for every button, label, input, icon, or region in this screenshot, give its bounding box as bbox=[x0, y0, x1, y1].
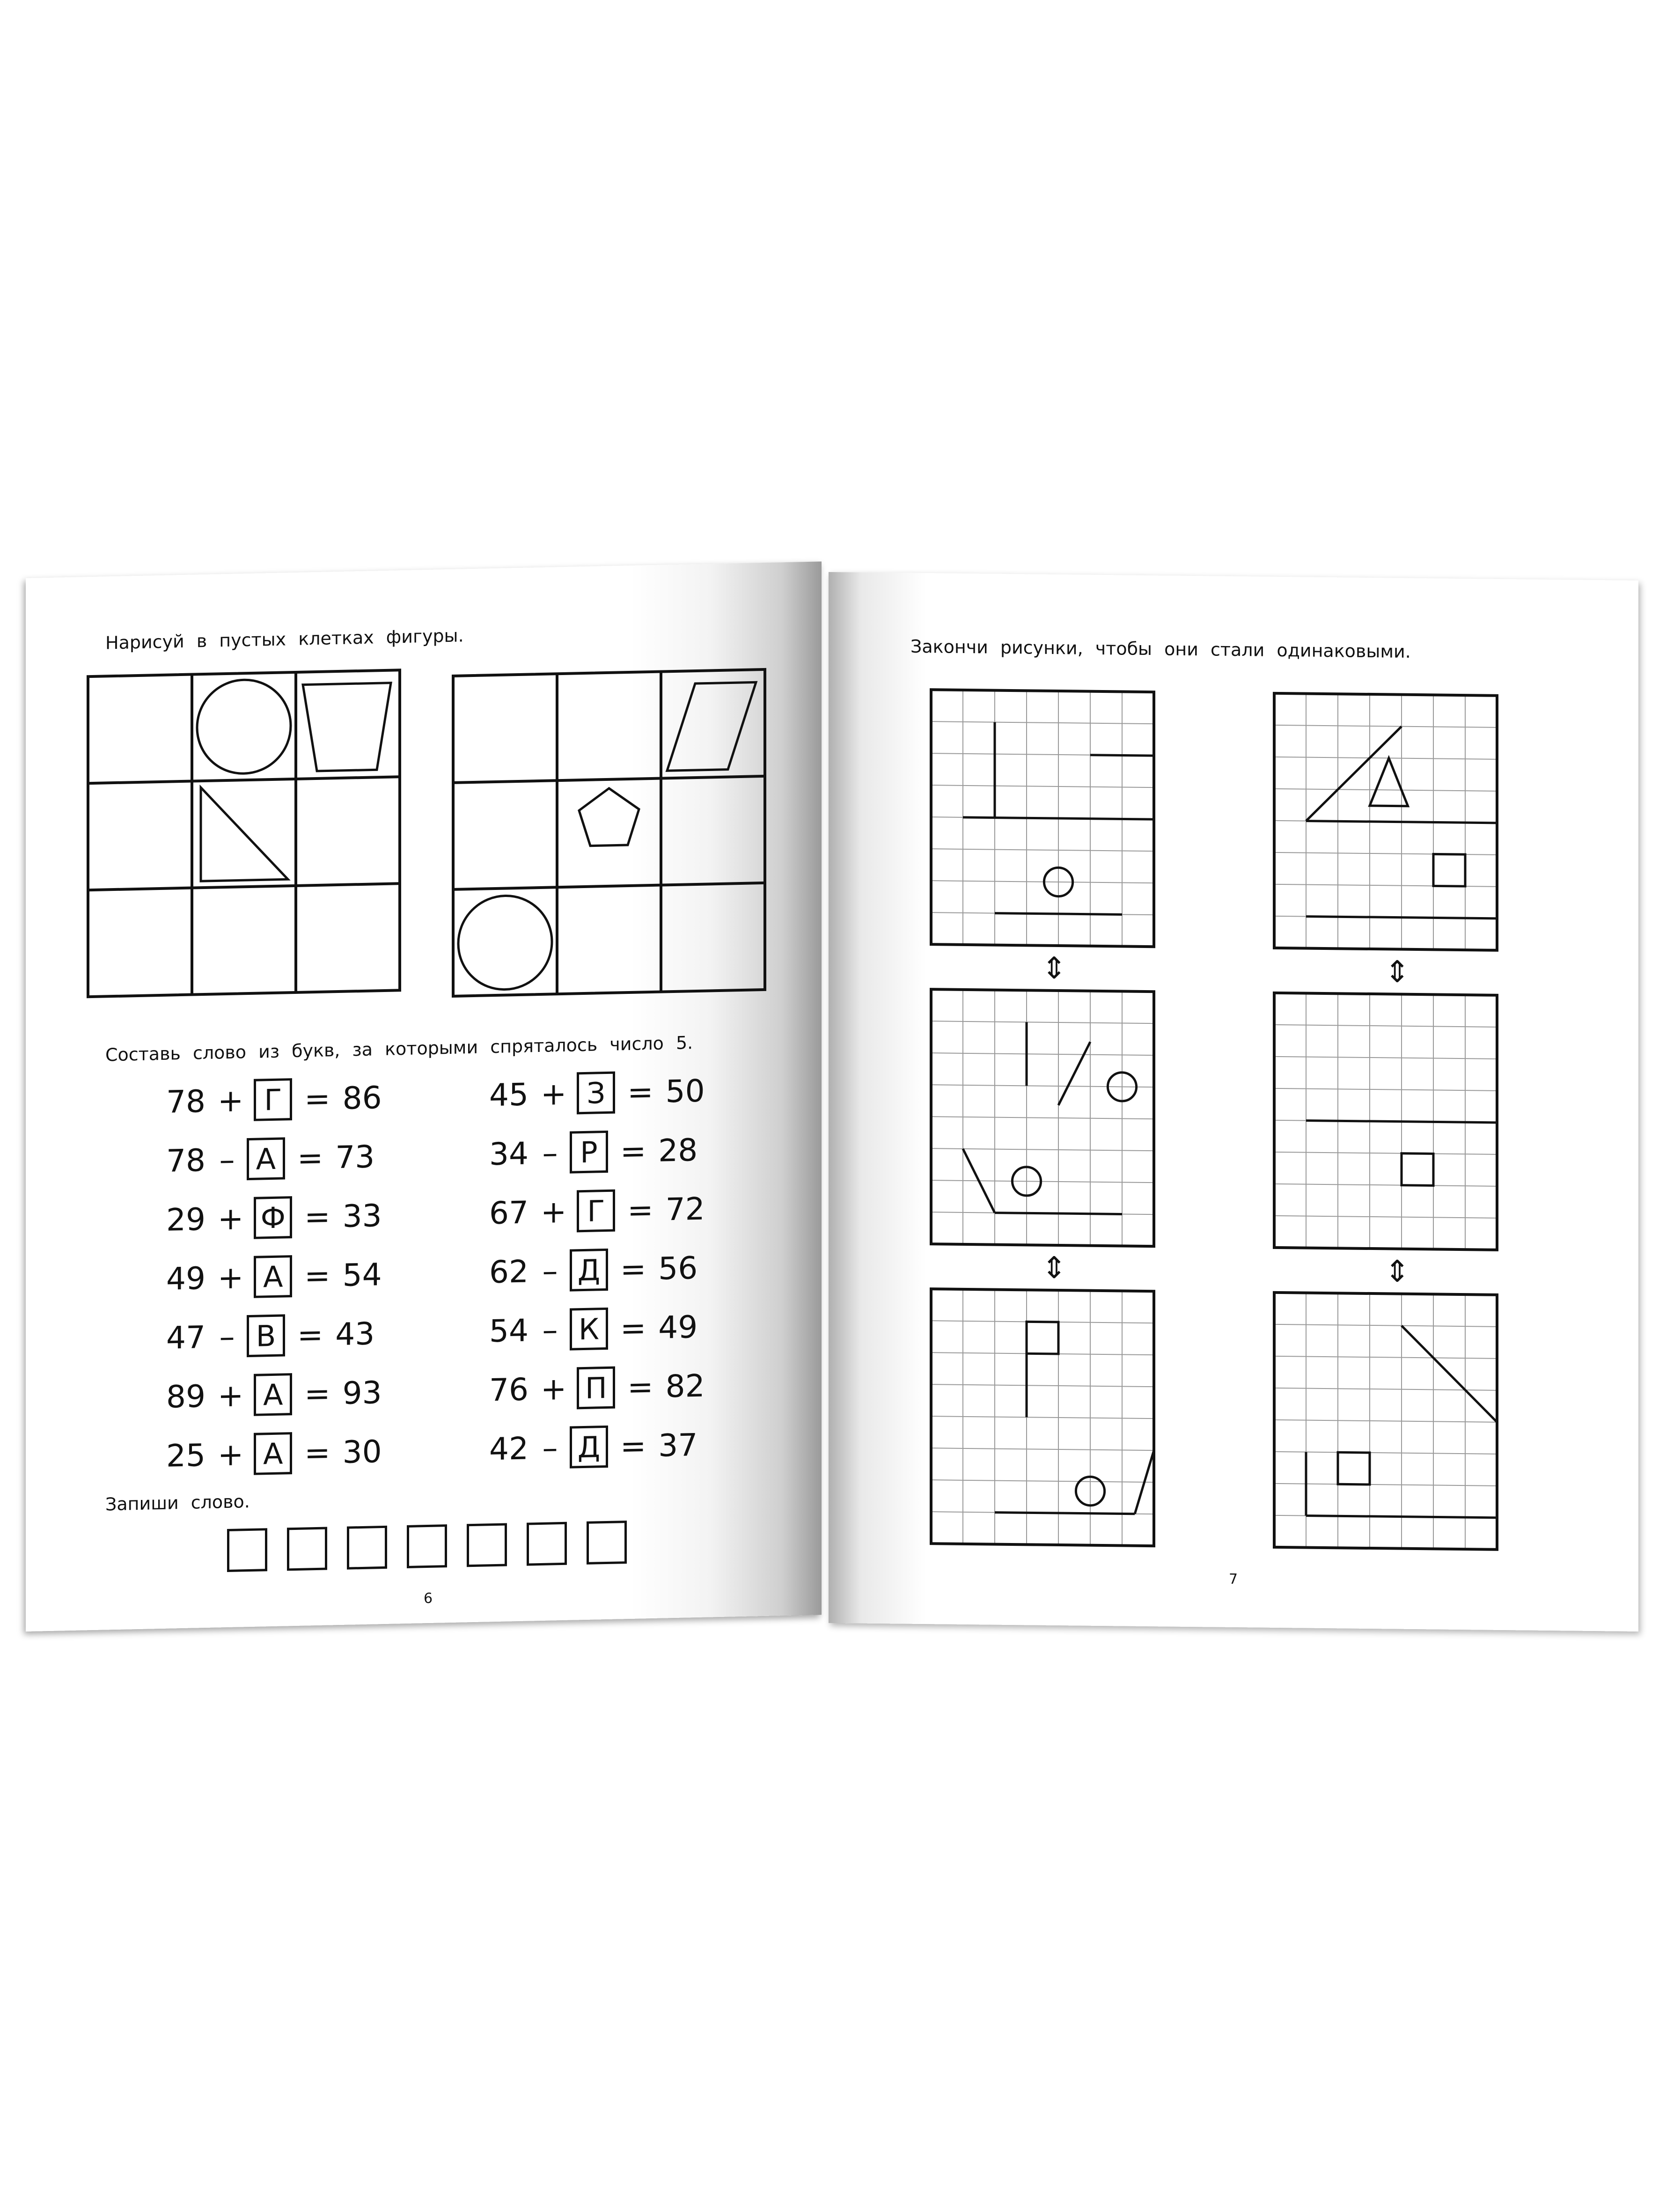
equation-operator: + bbox=[540, 1370, 567, 1407]
equation-row bbox=[489, 1306, 697, 1352]
letter-box: З bbox=[577, 1072, 615, 1115]
equation-operand: 67 bbox=[489, 1194, 529, 1231]
parallelogram-shape bbox=[667, 682, 756, 771]
circle-shape-2 bbox=[458, 895, 552, 990]
equation-result: 43 bbox=[335, 1315, 375, 1352]
equation-result: 82 bbox=[665, 1367, 705, 1404]
task1-instruction: Нарисуй в пустых клетках фигуры. bbox=[105, 625, 464, 654]
equation-row bbox=[489, 1247, 697, 1293]
equation-operand: 25 bbox=[166, 1437, 206, 1474]
equation-row bbox=[166, 1076, 382, 1123]
equation-operator: – bbox=[219, 1141, 235, 1178]
letter-box: А bbox=[254, 1373, 292, 1416]
letter-box: А bbox=[254, 1255, 292, 1298]
letter-box: Р bbox=[570, 1131, 608, 1174]
equation-operand: 54 bbox=[489, 1312, 529, 1349]
equals-sign: = bbox=[304, 1257, 330, 1294]
trapezoid-shape bbox=[303, 683, 391, 772]
page-number-right: 7 bbox=[1229, 1571, 1238, 1588]
drawing-grid-5 bbox=[929, 1287, 1156, 1548]
drawn-line bbox=[1306, 1516, 1497, 1518]
equation-operand: 49 bbox=[166, 1260, 206, 1297]
letter-box: Г bbox=[254, 1078, 292, 1121]
triangle-shape bbox=[201, 786, 288, 881]
page-number-left: 6 bbox=[424, 1590, 433, 1607]
equals-sign: = bbox=[297, 1316, 323, 1353]
equals-sign: = bbox=[620, 1250, 646, 1287]
equals-sign: = bbox=[297, 1139, 323, 1176]
equation-row bbox=[166, 1253, 382, 1300]
double-arrow-icon: ⇕ bbox=[1385, 1254, 1410, 1289]
drawing-grid-4 bbox=[1272, 991, 1499, 1252]
equals-sign: = bbox=[627, 1073, 653, 1110]
equation-result: 28 bbox=[658, 1132, 698, 1169]
grid2-shapes bbox=[458, 682, 756, 990]
equation-operand: 62 bbox=[489, 1253, 529, 1290]
equation-operator: – bbox=[542, 1429, 558, 1466]
drawn-line bbox=[1306, 917, 1497, 919]
equation-result: 56 bbox=[658, 1249, 698, 1287]
equation-operator: + bbox=[217, 1200, 244, 1237]
equation-row bbox=[489, 1365, 705, 1411]
equation-operator: + bbox=[217, 1436, 244, 1473]
drawn-line bbox=[1090, 755, 1154, 756]
drawing-grids bbox=[829, 572, 1638, 581]
equation-row bbox=[166, 1312, 374, 1359]
equation-result: 30 bbox=[342, 1433, 382, 1470]
drawing-grid-2 bbox=[1272, 691, 1499, 952]
answer-box[interactable] bbox=[527, 1522, 567, 1566]
equation-operator: + bbox=[217, 1259, 244, 1296]
equation-operand: 34 bbox=[489, 1135, 529, 1172]
equation-row bbox=[489, 1070, 705, 1117]
answer-box[interactable] bbox=[347, 1526, 387, 1570]
answer-boxes bbox=[227, 1521, 627, 1572]
equation-operator: – bbox=[542, 1311, 558, 1348]
drawing-grid-3 bbox=[929, 987, 1156, 1248]
shape-grid-2 bbox=[452, 668, 779, 1002]
equation-result: 37 bbox=[658, 1426, 698, 1464]
equation-operand: 89 bbox=[166, 1378, 206, 1415]
drawn-line bbox=[1402, 1326, 1497, 1422]
equation-row bbox=[166, 1194, 382, 1241]
pentagon-shape bbox=[579, 788, 639, 846]
equation-result: 33 bbox=[342, 1197, 382, 1235]
equals-sign: = bbox=[304, 1198, 330, 1235]
answer-box[interactable] bbox=[287, 1527, 327, 1571]
answer-box[interactable] bbox=[227, 1528, 267, 1572]
drawn-line bbox=[1306, 1121, 1497, 1123]
equals-sign: = bbox=[304, 1080, 330, 1117]
drawn-line bbox=[995, 913, 1122, 915]
equation-operand: 42 bbox=[489, 1430, 529, 1467]
equation-operand: 78 bbox=[166, 1142, 206, 1179]
answer-box[interactable] bbox=[587, 1521, 627, 1565]
shape-grid-1 bbox=[87, 669, 414, 1003]
letter-box: А bbox=[254, 1432, 292, 1475]
equals-sign: = bbox=[620, 1309, 646, 1346]
letter-box: К bbox=[570, 1308, 608, 1351]
letter-box: Ф bbox=[254, 1196, 292, 1239]
equation-result: 72 bbox=[665, 1191, 705, 1227]
right-page bbox=[829, 572, 1638, 1631]
letter-box: П bbox=[577, 1367, 615, 1410]
equals-sign: = bbox=[627, 1368, 653, 1405]
equation-operator: + bbox=[540, 1075, 567, 1112]
drawing-grid-1 bbox=[929, 688, 1156, 948]
equals-sign: = bbox=[620, 1132, 646, 1169]
drawn-square bbox=[1433, 854, 1465, 886]
drawn-line bbox=[995, 1513, 1135, 1514]
equation-operand: 29 bbox=[166, 1201, 206, 1238]
drawing-grid-6 bbox=[1272, 1291, 1499, 1551]
equation-row bbox=[489, 1424, 697, 1470]
letter-box: Д bbox=[570, 1249, 608, 1292]
circle-shape bbox=[197, 679, 291, 774]
equals-sign: = bbox=[627, 1191, 653, 1228]
task3-instruction: Запиши слово. bbox=[105, 1491, 250, 1515]
equals-sign: = bbox=[304, 1375, 330, 1412]
letter-box: А bbox=[247, 1137, 285, 1180]
answer-box[interactable] bbox=[407, 1524, 447, 1568]
equation-row bbox=[489, 1188, 705, 1235]
equation-operator: + bbox=[540, 1193, 567, 1230]
equation-result: 73 bbox=[335, 1138, 375, 1176]
equation-operand: 45 bbox=[489, 1076, 529, 1113]
equation-operator: – bbox=[542, 1134, 558, 1171]
equation-row bbox=[166, 1371, 382, 1418]
equation-operator: – bbox=[219, 1318, 235, 1355]
left-page bbox=[26, 561, 822, 1631]
equation-operand: 76 bbox=[489, 1371, 529, 1408]
equation-row bbox=[166, 1430, 382, 1477]
equation-result: 86 bbox=[342, 1079, 382, 1117]
drawn-triangle bbox=[1370, 758, 1408, 806]
equation-result: 93 bbox=[342, 1374, 382, 1411]
equation-operator: + bbox=[217, 1082, 244, 1119]
equation-operator: + bbox=[217, 1377, 244, 1414]
double-arrow-icon: ⇕ bbox=[1385, 955, 1410, 990]
drawn-square bbox=[1402, 1154, 1433, 1186]
letter-box: Д bbox=[570, 1426, 608, 1469]
equation-result: 54 bbox=[342, 1256, 382, 1293]
drawn-line bbox=[1058, 1042, 1090, 1106]
equation-operand: 78 bbox=[166, 1083, 206, 1120]
equation-operator: – bbox=[542, 1252, 558, 1289]
drawn-line bbox=[1306, 821, 1497, 823]
double-arrow-icon: ⇕ bbox=[1042, 951, 1067, 986]
drawn-square bbox=[1027, 1322, 1058, 1354]
equation-row bbox=[166, 1135, 374, 1182]
letter-box: Г bbox=[577, 1190, 615, 1233]
equation-result: 49 bbox=[658, 1308, 698, 1346]
equals-sign: = bbox=[304, 1434, 330, 1471]
drawn-line bbox=[995, 1213, 1122, 1214]
right-task-instruction: Закончи рисунки, чтобы они стали одинаковыми. bbox=[910, 636, 1411, 662]
drawn-line bbox=[963, 817, 1154, 819]
answer-box[interactable] bbox=[467, 1523, 507, 1567]
drawn-line bbox=[1306, 726, 1402, 822]
double-arrow-icon: ⇕ bbox=[1042, 1250, 1067, 1286]
equation-operand: 47 bbox=[166, 1319, 206, 1356]
drawn-square bbox=[1338, 1452, 1370, 1484]
task2-instruction: Составь слово из букв, за которыми спряталось число 5. bbox=[105, 1032, 693, 1066]
equals-sign: = bbox=[620, 1427, 646, 1464]
equation-row bbox=[489, 1129, 697, 1175]
letter-box: В bbox=[247, 1314, 285, 1357]
equation-result: 50 bbox=[665, 1073, 705, 1110]
